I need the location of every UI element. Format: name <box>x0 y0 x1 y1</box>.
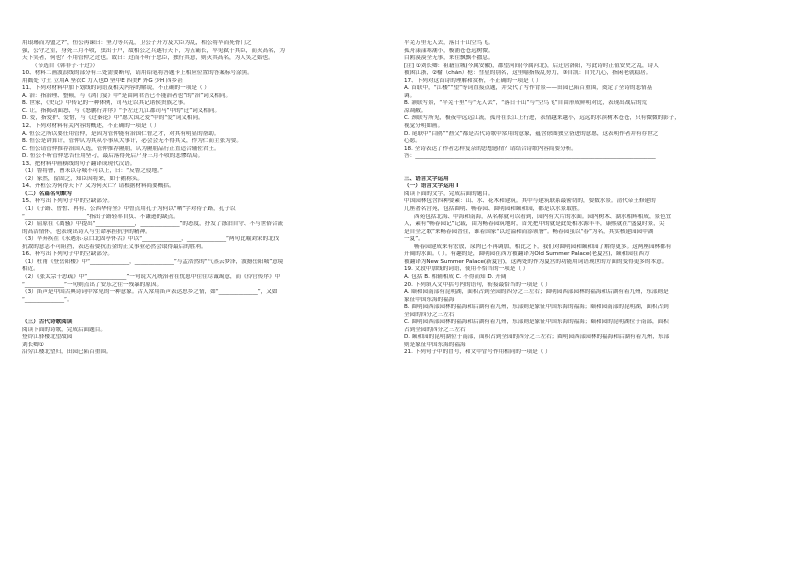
left-text-line: B. 世家，《史记》中传记的一种体例，司马迁以其记诸侯贵族之事。 <box>22 100 189 107</box>
right-text-line: B. 圆明园西部园林的福海和后湖有着九州，东部则是象征中国东海的福海；颐和园南部的昆明湖，面积占到 <box>404 304 669 311</box>
right-text-line: 凉凋敝。 <box>404 107 427 114</box>
left-text-line: 10、材料二画波浪线的部分有三处需要断句，请用铅笔将答题卡上相应位置的答案标号涂黑。 <box>22 70 253 77</box>
right-text-line: 一夏”。 <box>404 236 424 243</box>
right-text-line: 阅读下面的文字，完成后面的题目。 <box>404 190 494 197</box>
left-spacer <box>22 304 384 312</box>
right-text-line: B. 颔联写景，“平芜千里”与“无人去”，“落日千山”与“空鸟飞”自由形成鲜明对比，表现出战后的荒 <box>404 100 648 107</box>
right-text-line: 中国园林包含四种要素：山、水、花木和建筑。其中与建筑联系最密切的，要数水景。清代帝王修建的 <box>404 198 656 205</box>
left-text-line: A. 恒公之所以要任用管仲，是因为管仲能有治国仁智之才，对其有明显的帮助。 <box>22 130 220 137</box>
left-text-line: “______________”一句则点出了安乐之往一残暴的原因。 <box>22 281 163 288</box>
left-text-line: A. 治：指治理、整顿，与《鸿门宴》中“是由阿君吾已不能治者也”的“治”词义相同。 <box>22 92 232 99</box>
right-text-line: C. 颈联写所见，极夜中远远江流，孤舟在长江上行进，表情越来越小，远远的水滨树木苍苍，只有微微的影子， <box>404 115 680 122</box>
right-text-line: 20. 下列填入文中括号内的语句，衔接最恰当的一项是（ ） <box>404 281 551 288</box>
right-text-line: 21. 下列句子中的冒号，和文中冒号作用相同的一项是（ ） <box>404 349 551 356</box>
right-text-line: 18. 全诗表达了作者怎样复杂的思想感情？请结合诗歌内容简要分析。 <box>404 145 577 152</box>
right-column <box>404 40 766 556</box>
left-text-line: 用琅琊而为盟之?”，恒公再谏曰：坚刀等兵乱，卫公子开方及大臣为乱，相公将卒而死骨门之 <box>22 40 252 46</box>
left-text-line: 用戳处 寸土 立用A 坚衣C 力人也D 坚甲E 四美F 外G 少H 四乡甚 <box>22 77 183 84</box>
left-text-line: 刘长卿① <box>22 341 44 348</box>
right-text-line: 答：______________________________________________________________________________________ <box>404 153 656 160</box>
right-text-line: 象征中国东海的福海 <box>404 296 455 303</box>
left-text-line: （2）《张太宗十思疏》中“______________”一句说大凡统治者在忧患中往往尽诚竭意，而《伶官传序》中 <box>22 273 281 280</box>
left-text-line: B. 恒公是讲算计，管仲认为其从小事从大事计，必会会无不得其义，作为仁而主张为要。 <box>22 138 242 145</box>
left-text-line: 12、下列对材料有关内容的概述，不正确的一项是（ ） <box>22 123 160 130</box>
left-text-line: D. 爱，指爱护、爱惜，与《过秦论》中“愿大国之爱”中的“爱”词义相同。 <box>22 115 204 122</box>
left-text-line: C. 让，指揭动面怒，与《怒鹏行并序》“予左迁九江郡司马”中的“迁”词义相同。 <box>22 107 221 114</box>
right-text-line: 人，素有“畅春园记”记载，由为畅春园筑地时，首先把中的就是此处相水源丰丰，康熙就在“盛夏时景，尖 <box>404 221 665 228</box>
right-text-line: 则是象征中国东海的福海 <box>404 341 466 348</box>
right-text-line: [注] ①刘长卿：祖籍宣城(今属安徽)，郡望河间(今属河北)，后迁居洛阳，写此诗时正值安史之乱，诗人 <box>404 62 659 69</box>
right-text-line: 全园的四分之三左右 <box>404 311 455 318</box>
left-text-line: （1）鲁将曹，曹未以夺城不可以上，曰：“反鲁之侵地。” <box>22 168 163 175</box>
left-text-line: （1）《子路、曾皙、冉有、公西华侍坐》中曾点用孔子为何以“哂”字对待子路，孔子以 <box>22 206 236 213</box>
left-text-line: （2）家然，留固之，知臣因将来，如于鹅称头。 <box>22 175 144 182</box>
left-text-line: C. 恒公请管仲推荐治国人选，管仲推荐隰朋，认为隰朋品行正直适合辅佐君王。 <box>22 145 220 152</box>
left-text-line: 天下笑者，何也？不用管仲之过也。故曰：过而不听于忠臣，独行其意，则灭其高名，为人笑之始也。 <box>22 55 274 62</box>
left-text-line: （1）杜甫《登岳阳楼》中“______________，______________”与孟浩然的“气蒸云梦泽，波撼岳阳城”意境 <box>22 258 284 265</box>
right-section-heading: （一）语言文字运用 I <box>404 183 459 190</box>
left-text-line: （节选自《韩非子·十过》） <box>32 62 99 69</box>
right-text-line: 心愿。 <box>404 138 421 145</box>
right-text-line: 开阔的水面。（ ）。有趣的是，圆明园在西方被翻译为Old Summer Palace(老夏宫)，颐和园在西方 <box>404 251 650 258</box>
right-text-line: 视觉分明如画。 <box>404 123 444 130</box>
right-text-line: 畅春园建成来有宏放，尿肉已不再调加，相比之下，我们对圆明园和颐和园了解得更多。这两座园林都有 <box>414 243 672 250</box>
left-text-line: 抗敌的意志不可阻挡，表达着要抗击金的正义事业必然会取得最后的胜利。 <box>22 243 207 250</box>
right-text-line: C. 圆明园西部园林的福海和后湖有着九州，东部则是象征中国东海的福海；颐和园的昆明湖位于南部，面积 <box>404 319 669 326</box>
left-text-line: 13、把材料中画横线的句子翻译成现代汉语。 <box>22 160 136 167</box>
right-text-line: 西苑包括北海、中海和南海，从名称就可以看到，园内有大片的水面。园内树木、湖水相辉相成，景色宜 <box>414 213 672 220</box>
left-section-heading: （二）名篇名句默写 <box>22 190 73 197</box>
left-spacer <box>22 312 384 320</box>
left-text-line: 登铃江驿楼北望故园 <box>22 334 73 341</box>
left-section-heading: （三）古代诗歌阅读 <box>22 319 73 326</box>
left-text-line: 16、补写出下列句子中的空缺部分。 <box>22 251 114 258</box>
right-text-line: 占到全园的四分之三左右 <box>404 326 466 333</box>
right-text-line: 几座著名宫苑，包括圆明、畅春园、圆明园和颐和园，都是以水景取胜。 <box>404 206 584 213</box>
right-section-heading: 三、语言文字运用 <box>404 175 449 182</box>
left-text-line: D. 恒公不听管仲忠告任用坚刁，最后落得死后尸身三月不收的悲惨结局。 <box>22 153 204 160</box>
left-text-line: “______________________”指出子路轻率自负、不谦逊的缺点。 <box>22 213 179 220</box>
left-text-line: 15、补写出下列句子中的空缺部分。 <box>22 198 114 205</box>
right-text-line: 白鸥漠漠全无事，来往飘飘不撒息。 <box>404 55 494 62</box>
left-text-line: （2）屈原在《离骚》中提出“______________，______________”的态度，抒发了涤泊自守、不与世俗合流 <box>22 221 284 228</box>
right-text-line: D. 颐和园的昆明湖位于南部，面积占到全园的四分之三左右；圆明园西部园林的福海和后湖有着九州，东部 <box>404 334 670 341</box>
left-text-line: 强，公守之室，身死三月不收，虫出于户，故相公之兵遂行天下，为五霸长，卒见弑于其臣，而灭高名，为 <box>22 47 285 54</box>
right-spacer <box>404 161 766 169</box>
left-text-line: 相近。 <box>22 266 39 273</box>
right-spacer <box>404 168 766 176</box>
right-text-line: A. 包括 B. 相辅相成 C. 不得而知 D. 开阔 <box>404 273 507 280</box>
right-text-line: A. 首联中，“江楼”“望”等词直接点题，并交代了写作背景——田园已陷百重围，奠定了全诗的悲情基 <box>404 85 653 92</box>
right-text-line: 孤舟漾漾寒潮小，极浦苍苍远树微。 <box>404 47 494 54</box>
left-column <box>22 40 384 556</box>
right-text-line: 19. 文段中加线的词语，使用不恰当的一项是（ ） <box>404 266 529 273</box>
right-text-line: D. 尾联中“白鸥”“渔父”都是古代诗歌中常用的意象，蕴含徐图独立奋进的意愿，这表明作者并有存世之 <box>404 130 659 137</box>
right-text-line: 17、下列对这首诗的理解和赏析，不正确的一项是（ ） <box>404 77 542 84</box>
right-text-line: 被翻译为New Summer Palace(新夏宫)，这两处的作为夏宫的功能用词语现世的方面的变得更多的本意。 <box>404 258 668 265</box>
left-text-line: 沿穷江楼北望归，田园已陷百重围。 <box>22 349 112 356</box>
left-text-line: 11、下列对材料中加下划线的词语及相关内容的解说，不正确的一项是（ ） <box>22 85 210 92</box>
left-text-line: “______________”。 <box>22 296 73 303</box>
right-text-line: 调。 <box>404 92 416 99</box>
left-text-line: 阅读下面的诗歌，完成后面题目。 <box>22 326 106 333</box>
left-text-line: （3）辛弃疾在《永遇乐·京口北固亭怀古》中以“______________，______________”两句比喻刘宋的北伐 <box>22 236 280 243</box>
right-text-line: 被困江浙，②榆（chán）枪：彗星的别名，这里喻指叛乱势力，③自凯：自凭九心，指闲老就稳居。 <box>404 70 652 77</box>
right-text-line: A. 颐和园南部有昆明湖，面积占到全园的四分之三左右；圆明园西部园林的福海和后湖有着九州，东部则是 <box>404 289 669 296</box>
left-text-line: 14、齐桓公为何得天下？又为何灭亡？请根据材料简要概括。 <box>22 183 175 190</box>
left-text-line: （3）笛声是中国古典诗词中常见的一种意象。古人常用笛声表达思乡之情，如“______________”，又如 <box>22 289 278 296</box>
right-text-line: 平芜万里无人去，落日千山空鸟飞。 <box>404 40 494 46</box>
right-text-line: 是自全之歌”来畅春园晋住，谁着国家“以过溢和而添领署”。畅春园虽以“春”为名，其实核建园园中湖 <box>404 228 654 235</box>
left-text-line: 的高洁情怀，也表现出诗人与生命承担抗争的精神。 <box>22 228 151 235</box>
